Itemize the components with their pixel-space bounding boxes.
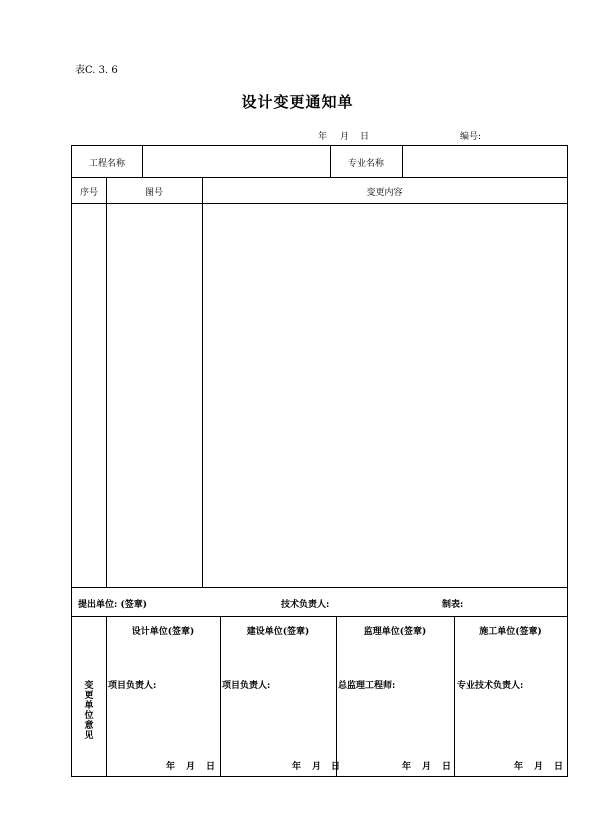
divider <box>106 177 107 587</box>
divider <box>402 146 403 177</box>
divider <box>72 616 567 617</box>
date-month-label: 月 <box>312 762 322 772</box>
form-title: 设计变更通知单 <box>241 93 354 111</box>
divider <box>106 616 107 777</box>
divider <box>142 146 143 177</box>
design-signer-label: 项目负责人: <box>108 681 157 691</box>
date-day-label: 日 <box>206 762 216 772</box>
specialty-label: 专业名称 <box>347 159 384 169</box>
date-year-label: 年 <box>514 762 524 772</box>
date-year-label: 年 <box>292 762 302 772</box>
date-year-label: 年 <box>166 762 176 772</box>
contractor-unit-label: 施工单位(签章) <box>479 627 542 637</box>
design-unit-label: 设计单位(签章) <box>131 627 195 637</box>
divider <box>202 177 203 587</box>
owner-unit-label: 建设单位(签章) <box>246 627 310 637</box>
table-id: 表C. 3. 6 <box>75 65 118 76</box>
change-content-header: 变更内容 <box>366 188 403 198</box>
date-day-label: 日 <box>554 762 564 772</box>
divider <box>72 177 567 178</box>
date-day-label: 日 <box>442 762 452 772</box>
seq-header: 序号 <box>79 188 98 198</box>
supervisor-unit-label: 监理单位(签章) <box>363 627 427 637</box>
divider <box>72 203 567 204</box>
date-month-label: 月 <box>340 132 350 142</box>
opinion-side-label: 变更单位意见 <box>84 681 94 741</box>
divider <box>72 587 567 588</box>
supervisor-signer-label: 总监理工程师: <box>338 681 396 691</box>
divider <box>454 616 455 777</box>
prepared-by-label: 制表: <box>442 600 464 610</box>
date-month-label: 月 <box>186 762 196 772</box>
owner-signer-label: 项目负责人: <box>222 681 271 691</box>
date-day-label: 日 <box>360 132 370 142</box>
date-day-label: 日 <box>331 762 341 772</box>
project-name-label: 工程名称 <box>88 159 125 169</box>
contractor-signer-label: 专业技术负责人: <box>457 681 524 691</box>
date-month-label: 月 <box>422 762 432 772</box>
form-table <box>71 145 568 777</box>
date-year-label: 年 <box>318 132 328 142</box>
date-month-label: 月 <box>534 762 544 772</box>
divider <box>220 616 221 777</box>
tech-lead-label: 技术负责人: <box>281 600 330 610</box>
submitter-label: 提出单位: (签章) <box>78 600 147 610</box>
drawing-no-header: 图号 <box>144 188 163 198</box>
divider <box>336 616 337 777</box>
date-year-label: 年 <box>402 762 412 772</box>
doc-number-label: 编号: <box>460 132 482 142</box>
